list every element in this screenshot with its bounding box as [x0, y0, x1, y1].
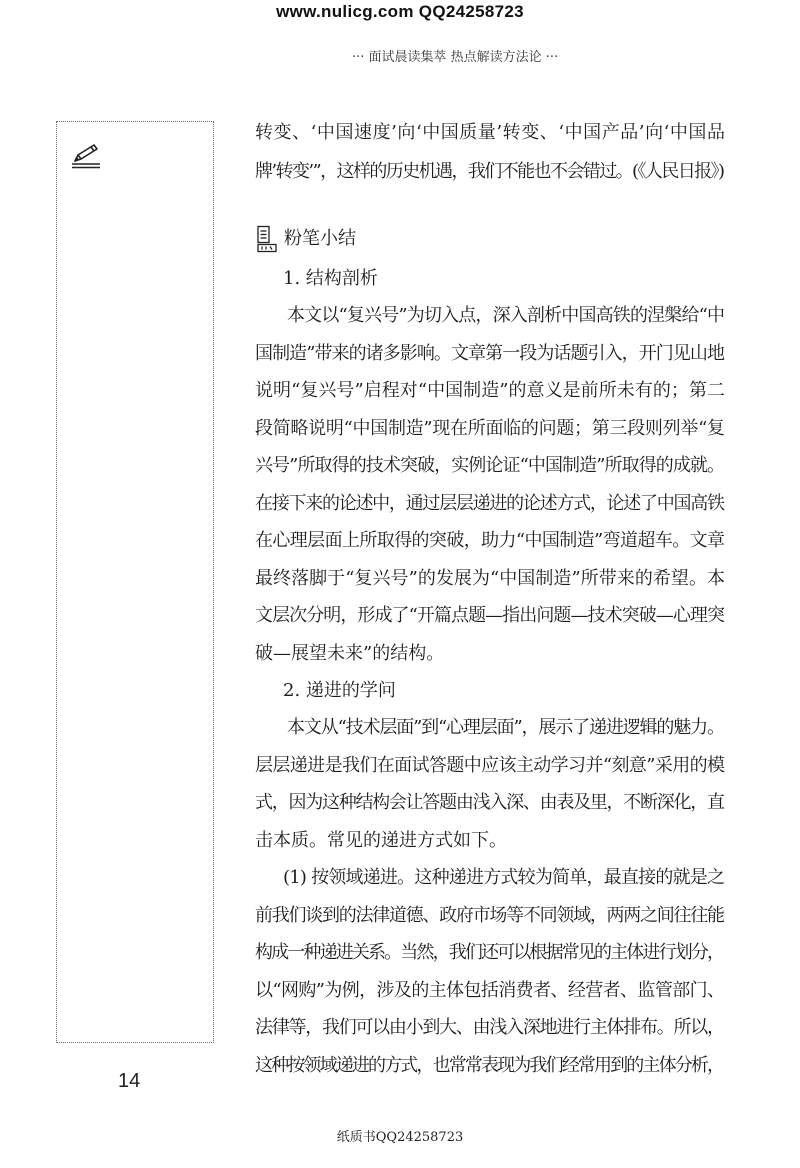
text-line: 本文从“技术层面”到“心理层面”，展示了递进逻辑的魅力。 — [287, 717, 724, 739]
text-line: 在心理层面上所取得的突破，助力“中国制造”弯道超车。文章 — [255, 530, 725, 552]
text-line: 式，因为这种结构会让答题由浅入深、由表及里，不断深化，直 — [255, 792, 724, 814]
text-line: 法律等，我们可以由小到大、由浅入深地进行主体排布。所以， — [255, 1017, 724, 1039]
text-line: 以“网购”为例，涉及的主体包括消费者、经营者、监管部门、 — [255, 979, 725, 1001]
chalk-summary-icon — [256, 225, 278, 253]
text-line: 段简略说明“中国制造”现在所面临的问题；第三段则列举“复 — [255, 417, 725, 439]
top-watermark: www.nulicg.com QQ24258723 — [276, 2, 524, 21]
continuation-paragraph — [255, 113, 725, 191]
text-line: 说明“复兴号”启程对“中国制造”的意义是前所未有的；第二 — [255, 380, 726, 402]
text-line: 在接下来的论述中，通过层层递进的论述方式，论述了中国高铁 — [255, 492, 724, 514]
text-line: 构成一种递进关系。当然，我们还可以根据常见的主体进行划分， — [255, 942, 724, 964]
pencil-note-icon — [70, 142, 102, 170]
text-line: 国制造”带来的诸多影响。文章第一段为话题引入，开门见山地 — [255, 342, 725, 364]
section-heading — [255, 224, 455, 254]
sidebar-notes-box — [56, 121, 214, 1043]
subsection-heading: 2. 递进的学问 — [283, 679, 396, 701]
text-line: 转变、‘中国速度’向‘中国质量’转变、‘中国产品’向‘中国品 — [255, 122, 726, 143]
text-line: 破—展望未来”的结构。 — [255, 642, 445, 664]
text-line: 击本质。常见的递进方式如下。 — [255, 829, 507, 851]
summary-body — [255, 260, 725, 1084]
text-line: (1) 按领域递进。这种递进方式较为简单，最直接的就是之 — [283, 867, 725, 889]
running-header: ··· 面试晨读集萃 热点解读方法论 ··· — [352, 50, 559, 65]
page-number: 14 — [118, 1070, 141, 1092]
text-line: 层层递进是我们在面试答题中应该主动学习并“刻意”采用的模 — [255, 754, 725, 776]
bottom-watermark: 纸质书QQ24258723 — [336, 1130, 464, 1145]
text-line: 最终落脚于“复兴号”的发展为“中国制造”所带来的希望。本 — [255, 567, 726, 589]
text-line: 这种按领域递进的方式，也常常表现为我们经常用到的主体分析， — [255, 1054, 724, 1076]
text-line: 前我们谈到的法律道德、政府市场等不同领域，两两之间往往能 — [255, 904, 724, 926]
text-line: 兴号”所取得的技术突破，实例论证“中国制造”所取得的成就。 — [255, 455, 725, 477]
text-line: 本文以“复兴号”为切入点，深入剖析中国高铁的涅槃给“中 — [287, 305, 725, 327]
subsection-heading: 1. 结构剖析 — [283, 268, 378, 289]
text-line: 牌’转变’”，这样的历史机遇，我们不能也不会错过。(《人民日报》) — [255, 161, 724, 182]
text-line: 文层次分明，形成了“开篇点题—指出问题—技术突破—心理突 — [255, 605, 725, 627]
section-title: 粉笔小结 — [284, 228, 356, 249]
